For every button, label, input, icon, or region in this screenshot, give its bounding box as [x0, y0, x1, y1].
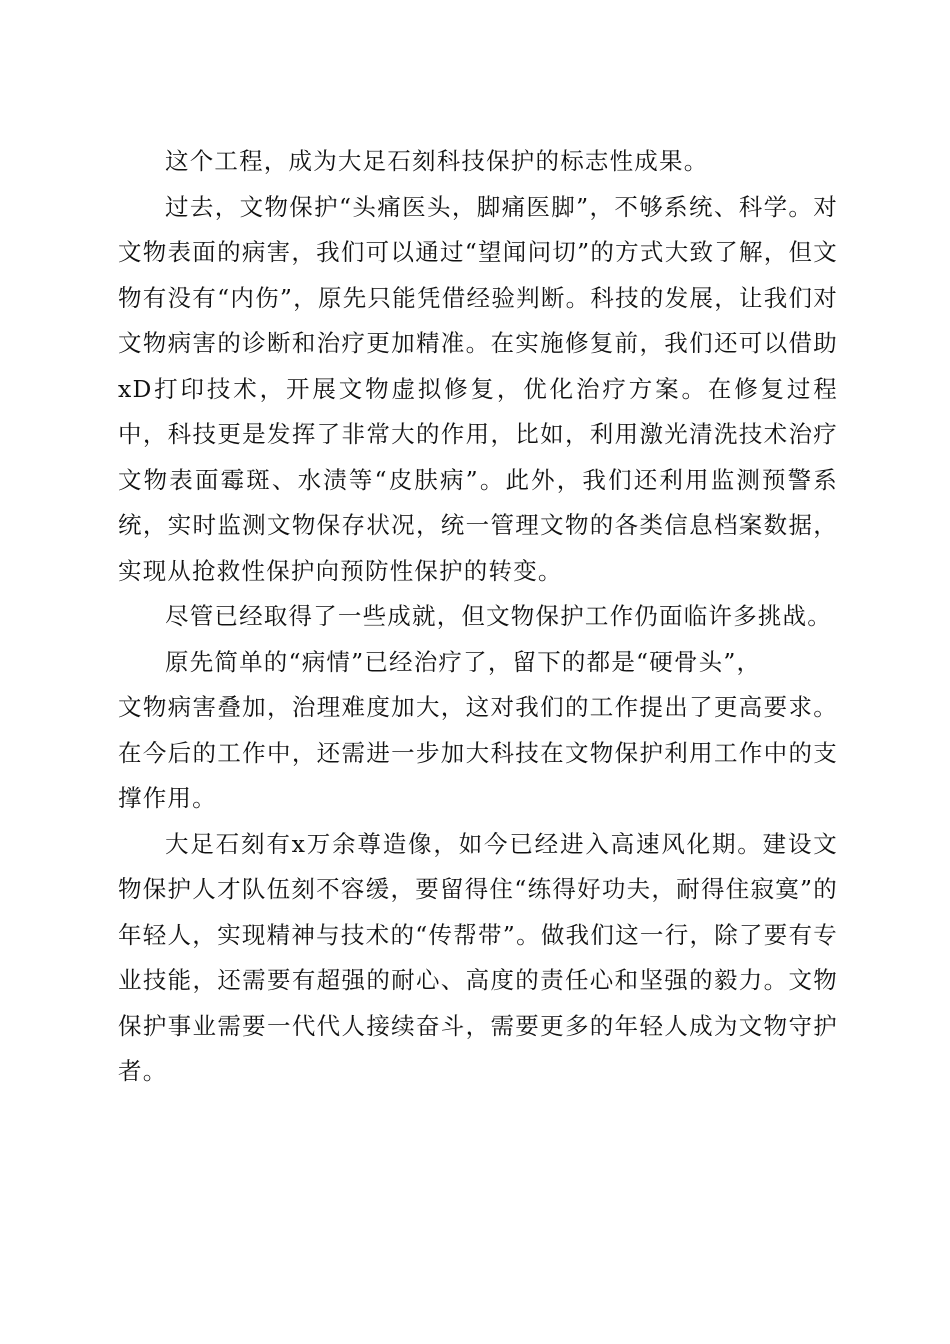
paragraph-6: 大足石刻有x万余尊造像，如今已经进入高速风化期。建设文物保护人才队伍刻不容缓，要留得住“练得好功夫，耐得住寂寞”的年轻人，实现精神与技术的“传帮带”。做我们这一行，除了要有专业技能，还需要有超强的耐心、高度的责任心和坚强的毅力。文物保护事业需要一代代人接续奋斗，需要更多的年轻人成为文物守护者。 — [118, 829, 838, 1085]
paragraph-2: 过去，文物保护“头痛医头，脚痛医脚”，不够系统、科学。对文物表面的病害，我们可以通过“望闻问切”的方式大致了解，但文物有没有“内伤”，原先只能凭借经验判断。科技的发展，让我们对文物病害的诊断和治疗更加精准。在实施修复前，我们还可以借助xD打印技术，开展文物虚拟修复，优化治疗方案。在修复过程中，科技更是发挥了非常大的作用，比如，利用激光清洗技术治疗文物表面霉斑、水渍等“皮肤病”。此外，我们还利用监测预警系统，实时监测文物保存状况，统一管理文物的各类信息档案数据，实现从抢救性保护向预防性保护的转变。 — [118, 192, 838, 585]
document-body — [118, 139, 838, 1095]
paragraph-1: 这个工程，成为大足石刻科技保护的标志性成果。 — [165, 147, 709, 175]
paragraph-5: 文物病害叠加，治理难度加大，这对我们的工作提出了更高要求。在今后的工作中，还需进一步加大科技在文物保护利用工作中的支撑作用。 — [118, 693, 838, 812]
paragraph-4: 原先简单的“病情”已经治疗了，留下的都是“硬骨头”， — [165, 647, 762, 676]
paragraph-3: 尽管已经取得了一些成就，但文物保护工作仍面临许多挑战。 — [165, 602, 832, 630]
